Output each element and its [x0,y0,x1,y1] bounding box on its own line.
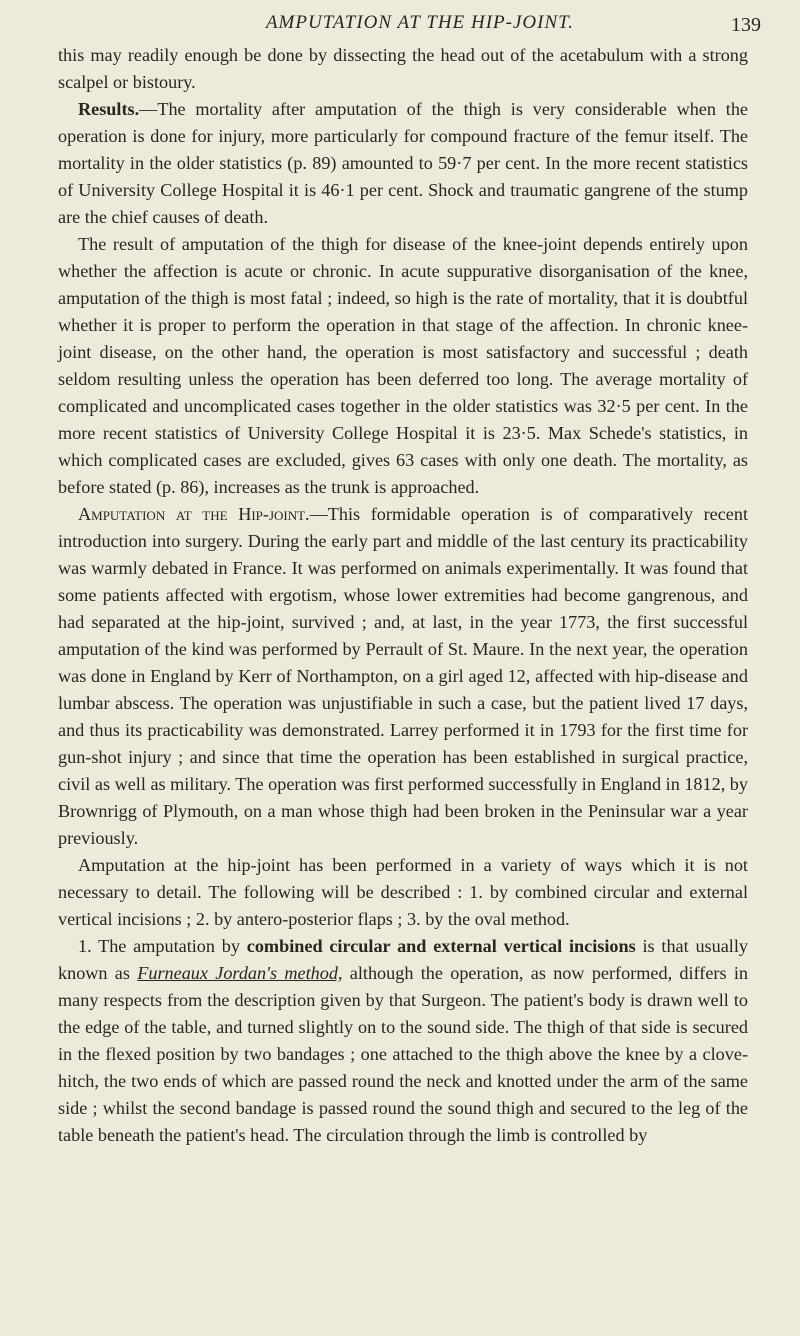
paragraph-text: —This formidable operation is of comparatively recent introduction into surgery. During the early part and middle of the last century its practicability was warmly debated in France. It was performed on animals experimentally. It was found that some patients affected with ergotism, whose lower extremities had become gangrenous, and had separated at the hip-joint, survived ; and, at last, in the year 1773, the first successful amputation of the kind was performed by Perrault of St. Maure. In the next year, the operation was done in England by Kerr of Northampton, on a girl aged 12, affected with hip-disease and lumbar abscess. The operation was unjustifiable in such a case, but the patient lived 17 days, and thus its practicability was demonstrated. Larrey performed it in 1793 for the first time for gun-shot injury ; and since that time the operation has been established in surgical practice, civil as well as military. The operation was first performed successfully in England in 1812, by Brownrigg of Plymouth, on a man whose thigh had been broken in the Peninsular war a year previously. [58,504,748,848]
paragraph-method-1 [58,933,748,1149]
method-name: Furneaux Jordan's method, [137,963,343,983]
paragraph-knee-joint [58,231,748,501]
body-text [58,42,748,1149]
paragraph-1 [58,42,748,96]
running-head: AMPUTATION AT THE HIP-JOINT. [265,12,575,33]
paragraph-text: this may readily enough be done by dissecting the head out of the acetabulum with a strong scalpel or bistoury. [58,45,748,92]
paragraph-prefix: 1. The amputation by [78,936,247,956]
section-label-results: Results. [78,99,140,119]
paragraph-mid: is that usually known as [58,936,748,983]
paragraph-text: although the operation, as now performed, differs in many respects from the description given by that Surgeon. The patient's body is drawn well to the edge of the table, and turned slightly on to the sound side. The thigh of that side is secured in the flexed position by two bandages ; one attached to the thigh above the knee by a clove-hitch, the two ends of which are passed round the neck and knotted under the arm of the same side ; whilst the second bandage is passed round the sound thigh and secured to the leg of the table beneath the patient's head. The circulation through the limb is controlled by [58,963,748,1145]
paragraph-text: Amputation at the hip-joint has been performed in a variety of ways which it is not necessary to detail. The following will be described : 1. by combined circular and external vertical incisions ; 2. by antero-posterior flaps ; 3. by the oval method. [58,855,748,929]
paragraph-methods [58,852,748,933]
section-label-hip-joint: Amputation at the Hip-joint. [78,504,310,524]
page-number: 139 [731,14,761,36]
paragraph-hip-joint [58,501,748,852]
paragraph-text: The result of amputation of the thigh for disease of the knee-joint depends entirely upon whether the affection is acute or chronic. In acute suppurative disorganisation of the knee, amputation of the thigh is most fatal ; indeed, so high is the rate of mortality, that it is doubtful whether it is proper to perform the operation in that stage of the affection. In chronic knee-joint disease, on the other hand, the operation is most satisfactory and successful ; death seldom resulting unless the operation has been deferred too long. The average mortality of complicated and uncomplicated cases together in the older statistics was 32·5 per cent. In the more recent statistics of University College Hospital it is 23·5. Max Schede's statistics, in which complicated cases are excluded, gives 63 cases with only one death. The mortality, as before stated (p. 86), increases as the trunk is approached. [58,234,748,497]
method-label: combined circular and external vertical incisions [246,936,636,956]
paragraph-text: —The mortality after amputation of the thigh is very considerable when the operation is done for injury, more particularly for compound fracture of the femur itself. The mortality in the older statistics (p. 89) amounted to 59·7 per cent. In the more recent statistics of University College Hospital it is 46·1 per cent. Shock and traumatic gangrene of the stump are the chief causes of death. [58,99,748,227]
paragraph-results [58,96,748,231]
